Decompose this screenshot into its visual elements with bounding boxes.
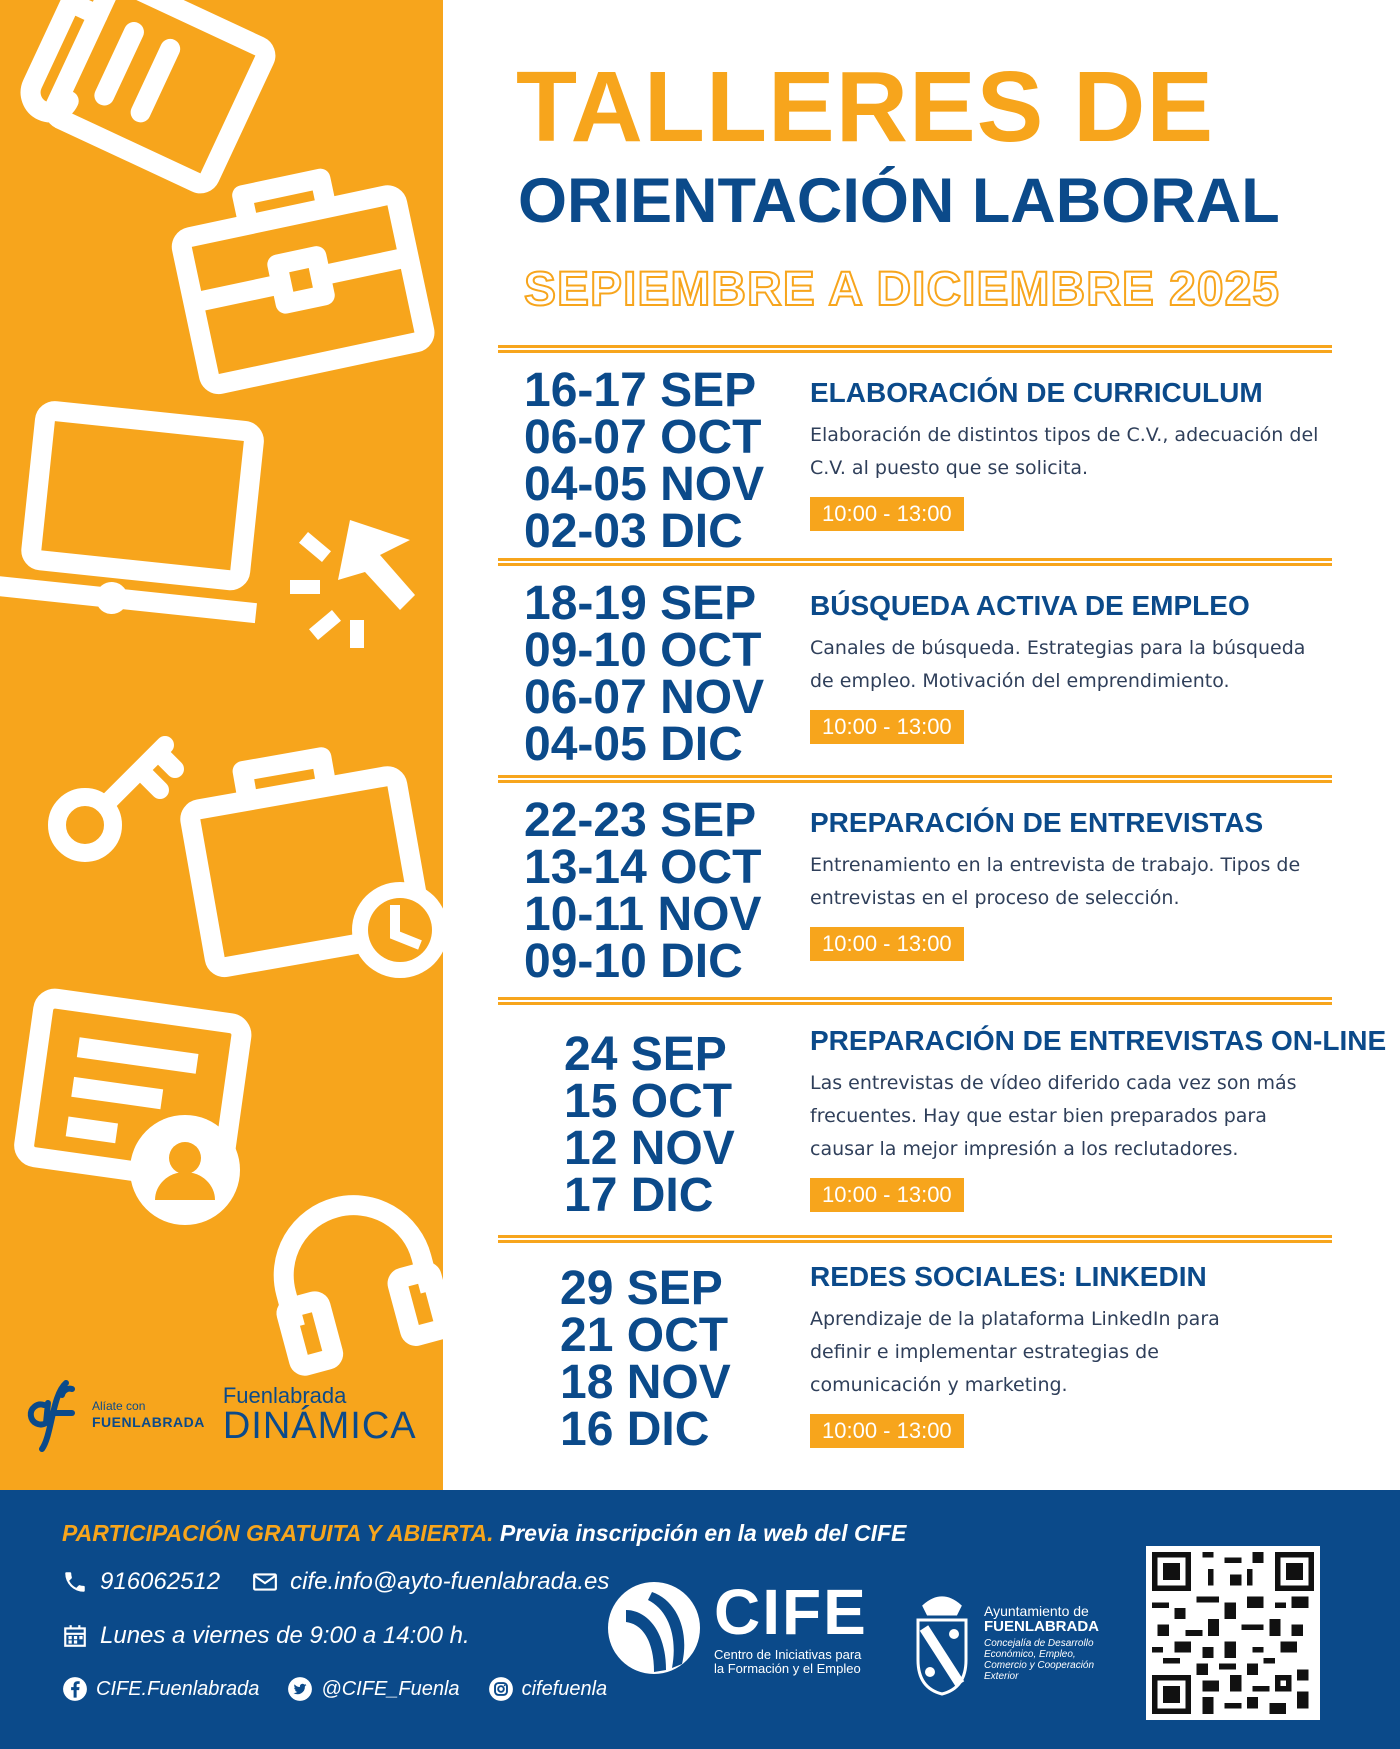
time-badge: 10:00 - 13:00 xyxy=(810,497,964,531)
cife-logo xyxy=(606,1576,868,1676)
cursor-click-icon xyxy=(290,500,430,650)
date-line: 13-14 OCT xyxy=(524,841,762,894)
aff-big-text: FUENLABRADA xyxy=(92,1413,205,1430)
cta-rest: Previa inscripción en la web del CIFE xyxy=(493,1520,907,1546)
ayto-line-2: FUENLABRADA xyxy=(984,1618,1099,1636)
workshop-info xyxy=(810,1025,1387,1212)
workshop-description: Elaboración de distintos tipos de C.V., adecuación del C.V. al puesto que se solicita. xyxy=(810,424,1319,479)
date-line: 04-05 DIC xyxy=(524,718,743,771)
decorative-panel xyxy=(0,0,443,1490)
facebook-handle[interactable]: CIFE.Fuenlabrada xyxy=(96,1677,260,1700)
aff-small-text: Alíate con xyxy=(92,1399,146,1414)
cv-profile-icon xyxy=(10,990,250,1230)
hours-row xyxy=(62,1622,470,1650)
sponsor-logos xyxy=(22,1375,432,1455)
workshop-description: Canales de búsqueda. Estrategias para la búsqueda de empleo. Motivación del emprendimiento. xyxy=(810,637,1306,692)
instagram-icon xyxy=(488,1676,514,1702)
workshop-title: BÚSQUEDA ACTIVA DE EMPLEO xyxy=(810,590,1250,621)
social-row xyxy=(62,1676,607,1702)
workshop-description: Las entrevistas de vídeo diferido cada vez son más frecuentes. Hay que estar bien preparados para causar la mejor impresión a los reclutadores. xyxy=(810,1072,1297,1160)
date-line: 02-03 DIC xyxy=(524,505,743,558)
twitter-icon xyxy=(287,1676,313,1702)
workshop-info xyxy=(810,807,1350,961)
date-range-subtitle: SEPIEMBRE A DICIEMBRE 2025 xyxy=(524,263,1280,316)
date-line: 18 NOV xyxy=(560,1356,731,1409)
twitter-handle[interactable]: @CIFE_Fuenla xyxy=(321,1677,460,1700)
qr-code-icon xyxy=(1152,1552,1314,1714)
date-line: 06-07 NOV xyxy=(524,671,765,724)
time-badge: 10:00 - 13:00 xyxy=(810,710,964,744)
title-line-2: ORIENTACIÓN LABORAL xyxy=(518,166,1280,236)
ayto-line-3: Concejalía de Desarrollo Económico, Empleo, Comercio y Cooperación Exterior xyxy=(984,1637,1095,1682)
workshop-dates xyxy=(524,364,765,558)
alliate-fuenlabrada-logo xyxy=(22,1375,205,1455)
workshop-linkedin xyxy=(498,1235,1332,1465)
qr-code[interactable] xyxy=(1146,1546,1320,1720)
date-line: 17 DIC xyxy=(564,1169,714,1222)
email-link[interactable]: cife.info@ayto-fuenlabrada.es xyxy=(290,1568,610,1595)
workshop-dates xyxy=(524,794,762,988)
time-badge: 10:00 - 13:00 xyxy=(810,1414,964,1448)
fd-top-text: Fuenlabrada xyxy=(222,1383,347,1408)
municipal-shield-icon xyxy=(910,1588,974,1698)
time-badge: 10:00 - 13:00 xyxy=(810,927,964,961)
time-badge: 10:00 - 13:00 xyxy=(810,1178,964,1212)
briefcase-clock-icon xyxy=(180,740,443,990)
workshop-info xyxy=(810,590,1350,744)
workshop-dates xyxy=(564,1028,735,1222)
fuenlabrada-dinamica-logo xyxy=(223,1385,417,1445)
workshop-dates xyxy=(560,1262,731,1456)
workshop-description: Entrenamiento en la entrevista de trabajo. Tipos de entrevistas en el proceso de selección. xyxy=(810,854,1301,909)
title-line-1: TALLERES DE xyxy=(516,51,1215,163)
workshop-title: PREPARACIÓN DE ENTREVISTAS xyxy=(810,807,1264,838)
date-line: 06-07 OCT xyxy=(524,411,762,464)
ayuntamiento-logo xyxy=(910,1588,1114,1698)
workshop-title: PREPARACIÓN DE ENTREVISTAS ON-LINE xyxy=(810,1025,1387,1056)
date-line: 16 DIC xyxy=(560,1403,710,1456)
workshop-title: ELABORACIÓN DE CURRICULUM xyxy=(810,377,1263,408)
date-line: 10-11 NOV xyxy=(524,888,762,941)
key-icon xyxy=(40,720,190,870)
opening-hours: Lunes a viernes de 9:00 a 14:00 h. xyxy=(100,1622,470,1649)
phone-icon xyxy=(62,1569,88,1595)
workshop-dates xyxy=(524,577,765,771)
footer xyxy=(0,1490,1400,1749)
instagram-handle[interactable]: cifefuenla xyxy=(521,1677,608,1700)
workshop-info xyxy=(810,377,1350,531)
participation-notice xyxy=(62,1520,906,1547)
date-line: 22-23 SEP xyxy=(524,794,757,847)
briefcase-icon xyxy=(165,160,435,390)
workshop-entrevistas-online xyxy=(498,997,1387,1235)
ayto-line-1: Ayuntamiento de xyxy=(984,1603,1089,1620)
date-line: 16-17 SEP xyxy=(524,364,757,417)
phone-number[interactable]: 916062512 xyxy=(100,1568,221,1595)
date-line: 21 OCT xyxy=(560,1309,729,1362)
workshop-info xyxy=(810,1261,1350,1448)
cife-full-name: Centro de Iniciativas para la Formación y el Empleo xyxy=(714,1647,862,1676)
date-line: 04-05 NOV xyxy=(524,458,765,511)
date-line: 24 SEP xyxy=(564,1028,727,1081)
email-icon xyxy=(252,1569,278,1595)
workshop-busqueda-empleo xyxy=(498,558,1332,773)
headset-icon xyxy=(265,1180,443,1380)
date-line: 29 SEP xyxy=(560,1262,723,1315)
laptop-icon xyxy=(0,400,270,640)
aff-mark-icon xyxy=(22,1375,86,1455)
workshop-entrevistas xyxy=(498,775,1332,995)
cife-name: CIFE xyxy=(714,1576,868,1648)
date-line: 18-19 SEP xyxy=(524,577,757,630)
workshop-title: REDES SOCIALES: LINKEDIN xyxy=(810,1261,1207,1292)
fd-bottom-text: DINÁMICA xyxy=(222,1405,417,1447)
calendar-icon xyxy=(62,1623,88,1649)
date-line: 09-10 OCT xyxy=(524,624,762,677)
facebook-icon xyxy=(62,1676,88,1702)
date-line: 09-10 DIC xyxy=(524,935,743,988)
contact-row xyxy=(62,1568,609,1596)
workshop-curriculum xyxy=(498,345,1332,558)
workshop-description: Aprendizaje de la plataforma LinkedIn para definir e implementar estrategias de comunicación y marketing. xyxy=(810,1308,1220,1396)
date-line: 12 NOV xyxy=(564,1122,735,1175)
cife-mark-icon xyxy=(606,1580,702,1676)
date-line: 15 OCT xyxy=(564,1075,733,1128)
cta-highlight: PARTICIPACIÓN GRATUITA Y ABIERTA. xyxy=(62,1520,494,1546)
